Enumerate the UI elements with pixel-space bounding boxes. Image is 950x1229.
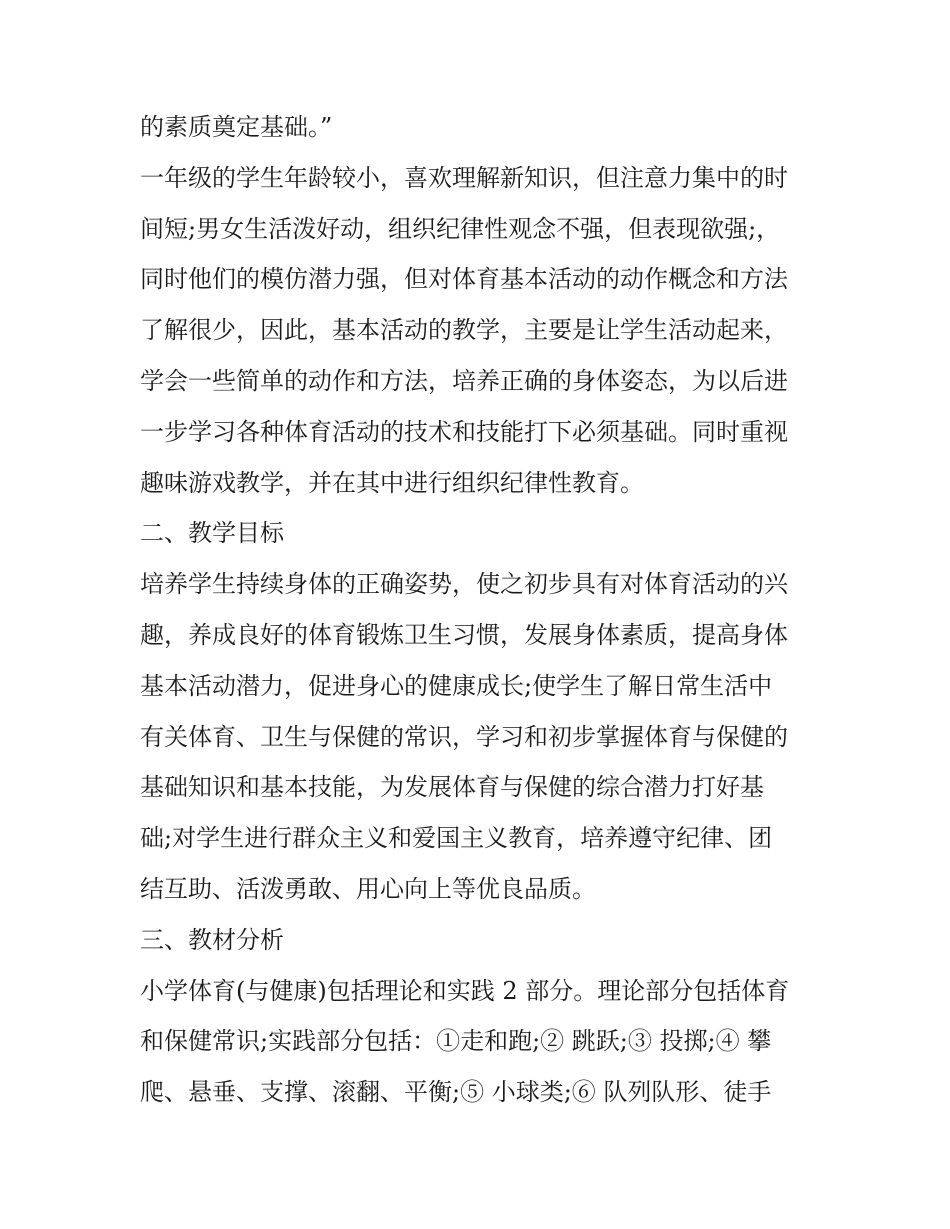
text-line: 趣味游戏教学，并在其中进行组织纪律性教育。 (140, 468, 644, 497)
text-line: 一步学习各种体育活动的技术和技能打下必须基础。同时重视 (140, 417, 788, 446)
text-line: 趣，养成良好的体育锻炼卫生习惯，发展身体素质，提高身体 (140, 620, 788, 649)
text-line: 学会一些简单的动作和方法，培养正确的身体姿态，为以后进 (140, 366, 788, 395)
text-line: 础;对学生进行群众主义和爱国主义教育，培养遵守纪律、团 (140, 824, 773, 853)
text-line: 基本活动潜力，促进身心的健康成长;使学生了解日常生活中 (140, 671, 773, 700)
text-line: 了解很少，因此，基本活动的教学，主要是让学生活动起来， (140, 316, 788, 345)
text-line: 爬、悬垂、支撑、滚翻、平衡;⑤ 小球类;⑥ 队列队形、徒手 (140, 1078, 772, 1107)
text-line: 基础知识和基本技能，为发展体育与保健的综合潜力打好基 (140, 773, 764, 802)
text-line-continuation: 的素质奠定基础。” (140, 113, 333, 141)
text-line: 结互助、活泼勇敢、用心向上等优良品质。 (140, 874, 596, 903)
section-heading-teaching-goals: 二、教学目标 (140, 519, 284, 548)
text-line: 有关体育、卫生与保健的常识，学习和初步掌握体育与保健的 (140, 722, 788, 751)
section-heading-material-analysis: 三、教材分析 (140, 925, 284, 954)
text-line: 小学体育(与健康)包括理论和实践 2 部分。理论部分包括体育 (140, 976, 790, 1005)
body-text (140, 102, 820, 1118)
text-line: 培养学生持续身体的正确姿势，使之初步具有对体育活动的兴 (140, 570, 788, 599)
text-line: 同时他们的模仿潜力强，但对体育基本活动的动作概念和方法 (140, 265, 788, 294)
text-line: 和保健常识;实践部分包括：①走和跑;② 跳跃;③ 投掷;④ 攀 (140, 1027, 772, 1056)
text-line: 一年级的学生年龄较小，喜欢理解新知识，但注意力集中的时 (140, 163, 788, 192)
text-line: 间短;男女生活泼好动，组织纪律性观念不强，但表现欲强;， (140, 214, 781, 243)
